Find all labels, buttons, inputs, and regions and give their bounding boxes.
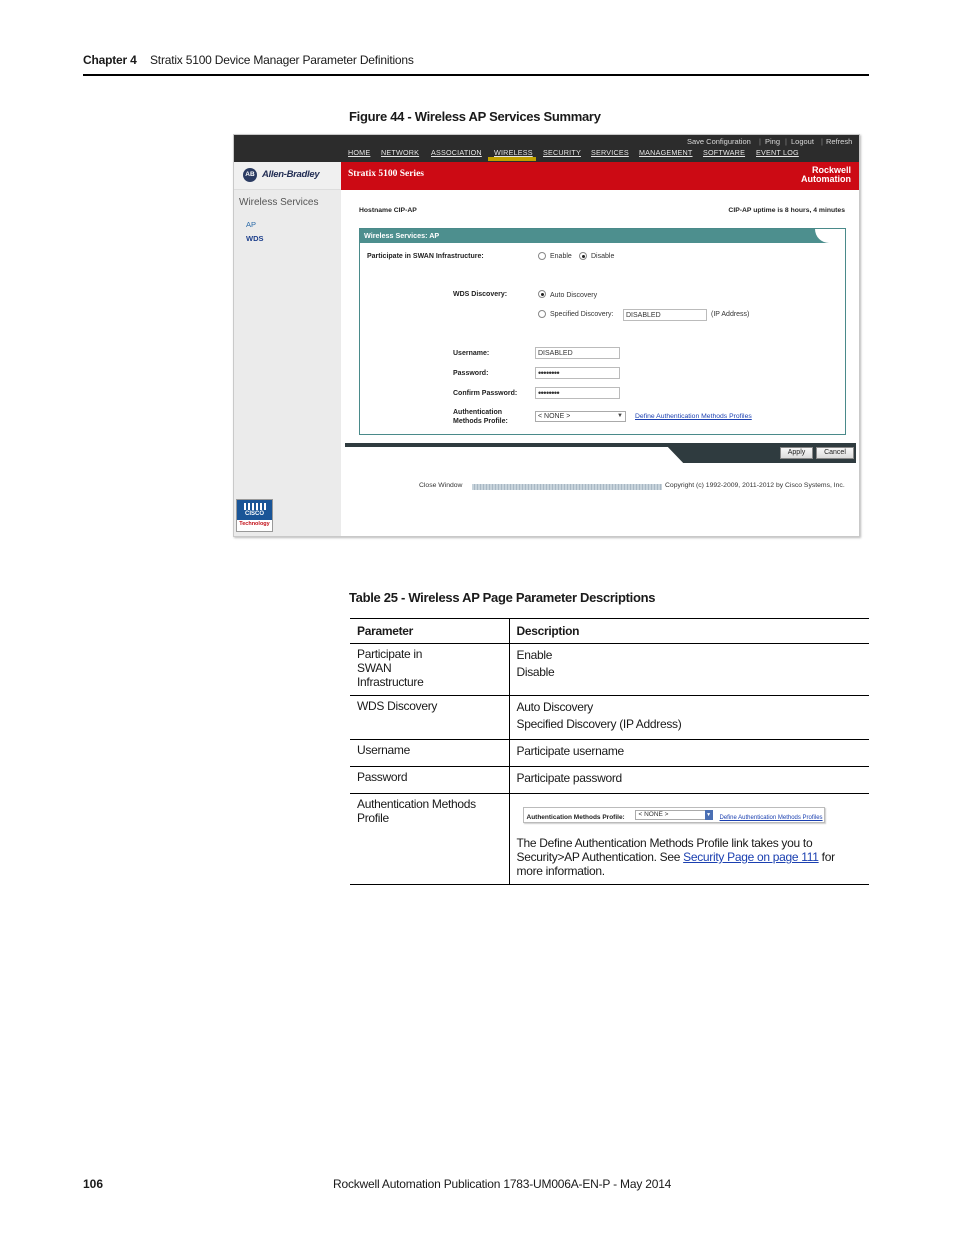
swan-enable-radio[interactable] — [538, 252, 546, 260]
header-rule — [83, 74, 869, 76]
username-label: Username: — [453, 350, 490, 357]
page-number: 106 — [83, 1177, 104, 1191]
wds-auto-radio[interactable] — [538, 290, 546, 298]
wireless-services-panel — [359, 228, 846, 435]
separator: | — [785, 137, 787, 146]
desc-text-post: for more information. — [516, 850, 835, 878]
nav-security[interactable]: SECURITY — [543, 148, 581, 157]
auth-label-line1: Authentication — [453, 409, 502, 416]
wds-ip-field[interactable]: DISABLED — [623, 309, 707, 321]
panel-title: Wireless Services: AP — [364, 231, 440, 240]
figure-caption: Figure 44 - Wireless AP Services Summary — [349, 109, 601, 124]
table-row — [350, 767, 869, 794]
chapter-label: Chapter 4 — [83, 53, 137, 67]
chapter-title: Stratix 5100 Device Manager Parameter Definitions — [150, 53, 414, 67]
logout-link[interactable]: Logout — [791, 137, 814, 146]
auth-profile-select[interactable] — [535, 411, 626, 422]
mini-define-link: Define Authentication Methods Profiles — [719, 815, 823, 821]
desc-line: Participate password — [516, 771, 622, 785]
security-page-link[interactable]: Security Page on page 111 — [683, 850, 819, 864]
chevron-down-icon: ▼ — [706, 812, 711, 818]
nav-management[interactable]: MANAGEMENT — [639, 148, 693, 157]
table-header-row — [350, 619, 869, 644]
header-parameter: Parameter — [350, 619, 509, 644]
param-cell: WDS Discovery — [350, 696, 509, 740]
footer-decorative-bar — [472, 484, 662, 490]
desc-cell — [509, 696, 869, 740]
wds-specified-label: Specified Discovery: — [550, 311, 614, 318]
param-cell: Authentication Methods Profile — [350, 794, 509, 885]
rockwell-logo-line2: Automation — [801, 174, 851, 184]
desc-text-pre: The Define Authentication Methods Profile link takes you to Security>AP Authentication. See — [516, 836, 813, 864]
desc-line: Specified Discovery (IP Address) — [516, 717, 682, 731]
nav-association[interactable]: ASSOCIATION — [431, 148, 482, 157]
auth-profile-inline-figure — [523, 807, 825, 823]
cancel-button[interactable]: Cancel — [816, 447, 854, 459]
define-auth-profiles-link[interactable]: Define Authentication Methods Profiles — [635, 413, 752, 420]
auth-label-line2: Methods Profile: — [453, 418, 508, 425]
panel-header-curve — [815, 229, 845, 243]
desc-cell — [509, 794, 869, 885]
save-configuration-link[interactable]: Save Configuration — [687, 137, 751, 146]
swan-disable-radio[interactable] — [579, 252, 587, 260]
auth-profile-value: < NONE > — [538, 413, 571, 420]
param-cell: Participate in SWAN Infrastructure — [350, 644, 509, 696]
header-description: Description — [509, 619, 869, 644]
desc-cell — [509, 644, 869, 696]
desc-line: Disable — [516, 665, 555, 679]
nav-services[interactable]: SERVICES — [591, 148, 629, 157]
rockwell-logo-line1: Rockwell — [811, 165, 851, 175]
wds-specified-radio[interactable] — [538, 310, 546, 318]
sidebar-item-wds[interactable]: WDS — [246, 234, 264, 243]
table-row — [350, 794, 869, 885]
table-row — [350, 644, 869, 696]
apply-button[interactable]: Apply — [780, 447, 813, 459]
cisco-bars-icon — [244, 503, 266, 510]
ab-logo-icon: AB — [243, 168, 257, 182]
desc-line: Participate username — [516, 744, 624, 758]
hostname-label: Hostname CIP-AP — [359, 207, 417, 214]
param-cell: Password — [350, 767, 509, 794]
copyright-text: Copyright (c) 1992-2009, 2011-2012 by Cisco Systems, Inc. — [665, 482, 845, 489]
desc-line: Auto Discovery — [516, 700, 593, 714]
separator: | — [759, 137, 761, 146]
nav-software[interactable]: SOFTWARE — [703, 148, 746, 157]
desc-cell — [509, 740, 869, 767]
swan-label: Participate in SWAN Infrastructure: — [367, 253, 484, 260]
nav-event-log[interactable]: EVENT LOG — [756, 148, 799, 157]
device-manager-screenshot — [233, 134, 860, 537]
nav-network[interactable]: NETWORK — [381, 148, 420, 157]
publication-info: Rockwell Automation Publication 1783-UM006A-EN-P - May 2014 — [333, 1177, 672, 1191]
product-series: Stratix 5100 Series — [348, 169, 424, 179]
mini-auth-select: < NONE > — [635, 810, 711, 820]
allen-bradley-wordmark: Allen-Bradley — [262, 169, 320, 180]
cisco-wordmark: CISCO — [237, 500, 272, 520]
close-window-link[interactable]: Close Window — [419, 482, 463, 489]
nav-home[interactable]: HOME — [348, 148, 371, 157]
ip-address-hint: (IP Address) — [711, 311, 750, 318]
nav-active-indicator — [488, 157, 536, 161]
separator: | — [821, 137, 823, 146]
main-content — [341, 190, 859, 537]
mini-auth-label: Authentication Methods Profile: — [526, 814, 625, 821]
param-cell: Username — [350, 740, 509, 767]
allen-bradley-logo — [234, 162, 341, 190]
sidebar-item-ap[interactable]: AP — [246, 220, 257, 229]
table-row — [350, 696, 869, 740]
cisco-logo — [236, 499, 273, 532]
top-bar — [234, 135, 859, 162]
sidebar — [234, 190, 341, 537]
wds-discovery-label: WDS Discovery: — [453, 291, 508, 298]
uptime-text: CIP-AP uptime is 8 hours, 4 minutes — [728, 207, 845, 214]
parameter-table — [350, 618, 869, 885]
swan-enable-label: Enable — [550, 253, 572, 260]
nav-wireless[interactable]: WIRELESS — [494, 148, 533, 157]
cisco-technology-label: Technology — [239, 521, 270, 527]
confirm-password-field[interactable]: •••••••• — [535, 387, 620, 399]
wds-auto-label: Auto Discovery — [550, 292, 598, 299]
chevron-down-icon: ▼ — [617, 413, 623, 419]
ping-link[interactable]: Ping — [765, 137, 781, 146]
brand-banner — [341, 162, 859, 190]
password-label: Password: — [453, 370, 489, 377]
refresh-link[interactable]: Refresh — [826, 137, 853, 146]
password-field[interactable]: •••••••• — [535, 367, 620, 379]
swan-disable-label: Disable — [591, 253, 615, 260]
panel-header — [360, 229, 845, 243]
table-row — [350, 740, 869, 767]
desc-cell — [509, 767, 869, 794]
confirm-password-label: Confirm Password: — [453, 390, 518, 397]
sidebar-title: Wireless Services — [239, 197, 319, 208]
desc-line: Enable — [516, 648, 553, 662]
table-caption: Table 25 - Wireless AP Page Parameter Descriptions — [349, 590, 656, 605]
username-field[interactable]: DISABLED — [535, 347, 620, 359]
